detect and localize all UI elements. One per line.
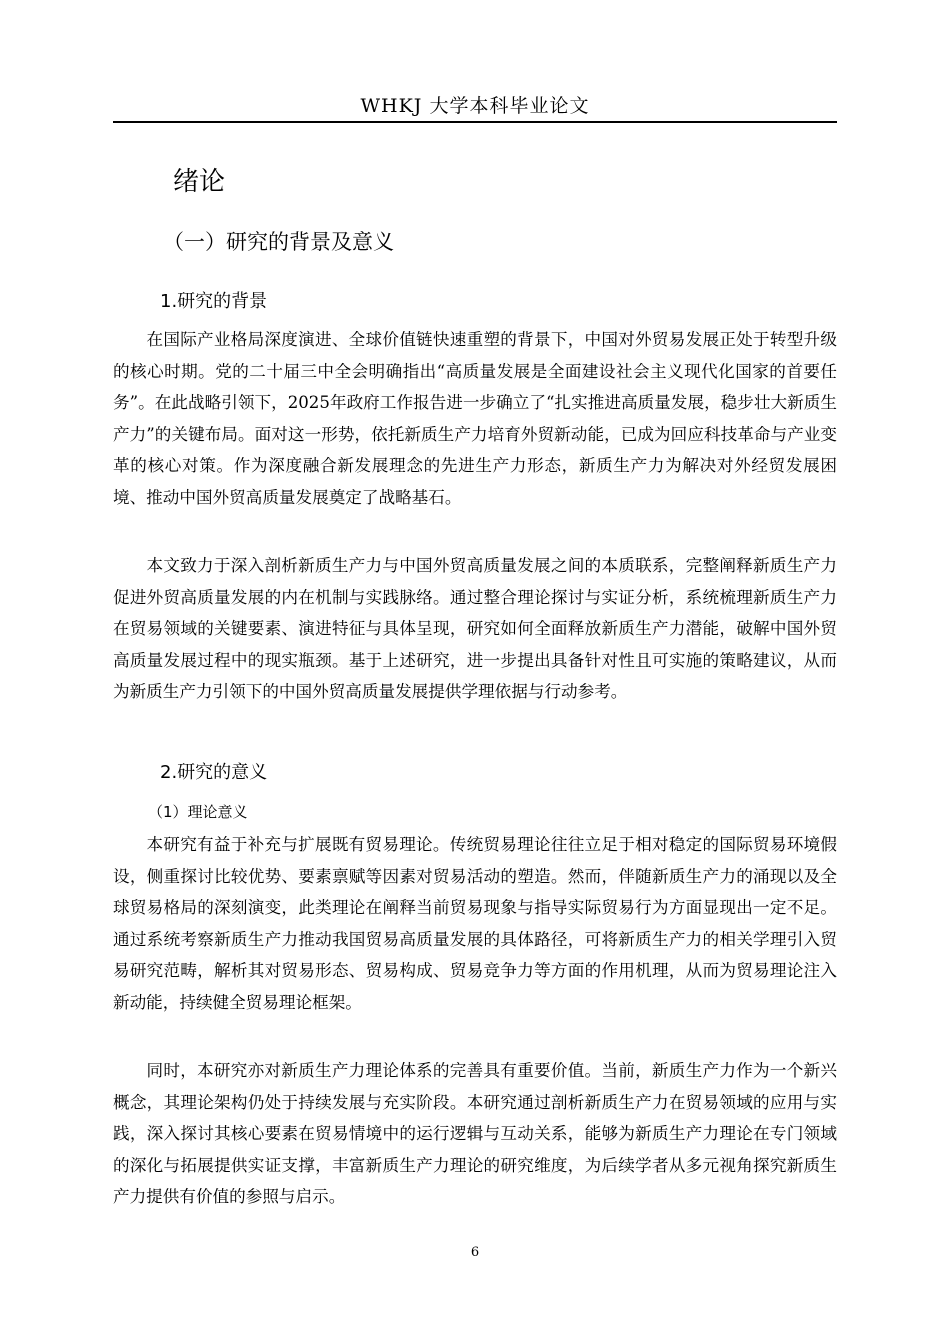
subsubsection-title-theory: （1）理论意义 <box>148 803 248 821</box>
header-title: WHKJ 大学本科毕业论文 <box>360 95 590 117</box>
chapter-title: 绪论 <box>173 167 226 197</box>
subsection-title-significance: 2.研究的意义 <box>160 762 268 783</box>
paragraph-theory-2: 同时，本研究亦对新质生产力理论体系的完善具有重要价值。当前，新质生产力作为一个新兴概念，其理论架构仍处于持续发展与充实阶段。本研究通过剖析新质生产力在贸易领域的应用与实践，深入探讨其核心要素在贸易情境中的运行逻辑与互动关系，能够为新质生产力理论在专门领域的深化与拓展提供实证支撑，丰富新质生产力理论的研究维度，为后续学者从多元视角探究新质生产力提供有价值的参照与启示。 <box>113 1061 837 1207</box>
section-title: （一）研究的背景及意义 <box>163 230 394 254</box>
paragraph-theory-1: 本研究有益于补充与扩展既有贸易理论。传统贸易理论往往立足于相对稳定的国际贸易环境假设，侧重探讨比较优势、要素禀赋等因素对贸易活动的塑造。然而，伴随新质生产力的涌现以及全球贸易格局的深刻演变，此类理论在阐释当前贸易现象与指导实际贸易行为方面显现出一定不足。通过系统考察新质生产力推动我国贸易高质量发展的具体路径，可将新质生产力的相关学理引入贸易研究范畴，解析其对贸易形态、贸易构成、贸易竞争力等方面的作用机理，从而为贸易理论注入新动能，持续健全贸易理论框架。 <box>113 835 837 1012</box>
header-rule <box>113 121 837 123</box>
page-number: 6 <box>470 1245 480 1260</box>
paragraph-background-2: 本文致力于深入剖析新质生产力与中国外贸高质量发展之间的本质联系，完整阐释新质生产力促进外贸高质量发展的内在机制与实践脉络。通过整合理论探讨与实证分析，系统梳理新质生产力在贸易领域的关键要素、演进特征与具体呈现，研究如何全面释放新质生产力潜能，破解中国外贸高质量发展过程中的现实瓶颈。基于上述研究，进一步提出具备针对性且可实施的策略建议，从而为新质生产力引领下的中国外贸高质量发展提供学理依据与行动参考。 <box>113 556 837 702</box>
subsection-title-background: 1.研究的背景 <box>160 291 268 312</box>
paragraph-background-1: 在国际产业格局深度演进、全球价值链快速重塑的背景下，中国对外贸易发展正处于转型升级的核心时期。党的二十届三中全会明确指出“高质量发展是全面建设社会主义现代化国家的首要任务”。在此战略引领下，2025年政府工作报告进一步确立了“扎实推进高质量发展，稳步壮大新质生产力”的关键布局。面对这一形势，依托新质生产力培育外贸新动能，已成为回应科技革命与产业变革的核心对策。作为深度融合新发展理念的先进生产力形态，新质生产力为解决对外经贸发展困境、推动中国外贸高质量发展奠定了战略基石。 <box>113 330 837 507</box>
